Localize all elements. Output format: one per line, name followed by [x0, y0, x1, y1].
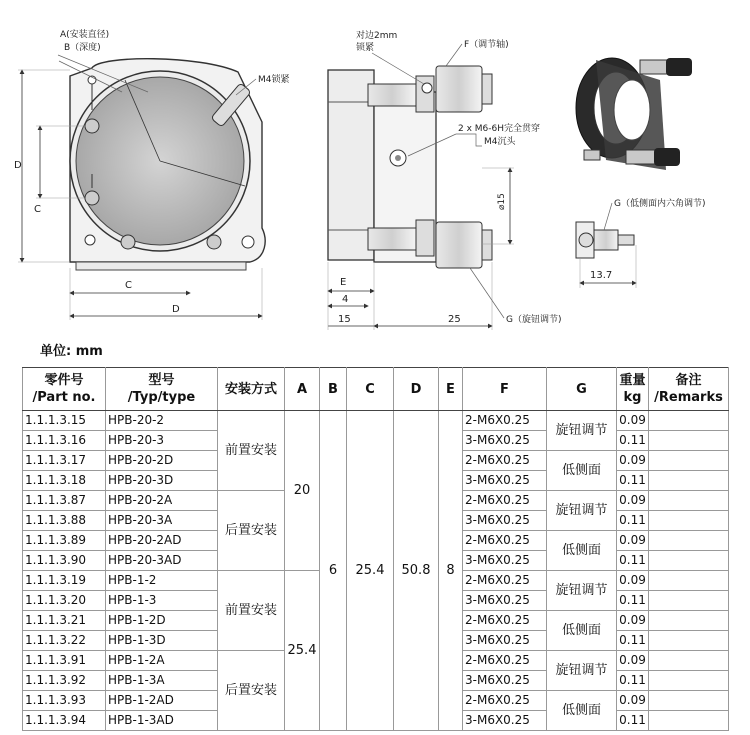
label-g-knob: G（旋钮调节)	[506, 315, 562, 325]
g-cell: 低侧面	[547, 691, 617, 731]
type-cell: HPB-20-3A	[106, 511, 218, 531]
header-cell	[320, 368, 347, 411]
part-no-cell: 1.1.1.3.17	[23, 451, 106, 471]
remarks-cell	[649, 511, 729, 531]
part-no-cell: 1.1.1.3.91	[23, 651, 106, 671]
g-cell: 旋钮调节	[547, 571, 617, 611]
header-line-1: 重量	[619, 373, 646, 388]
product-3d-view	[576, 58, 692, 170]
part-no-cell: 1.1.1.3.19	[23, 571, 106, 591]
remarks-cell	[649, 431, 729, 451]
e-cell: 8	[439, 411, 463, 731]
header-cell	[218, 368, 285, 411]
type-cell: HPB-1-2D	[106, 611, 218, 631]
part-no-cell: 1.1.1.3.21	[23, 611, 106, 631]
label-lock: 锁紧	[356, 43, 375, 53]
header-cell	[347, 368, 394, 411]
dim-c-vertical: C	[34, 204, 41, 215]
f-cell: 3-M6X0.25	[463, 551, 547, 571]
weight-cell: 0.09	[617, 531, 649, 551]
d-cell: 50.8	[394, 411, 439, 731]
header-line-1: 型号	[148, 373, 175, 388]
remarks-cell	[649, 411, 729, 431]
remarks-cell	[649, 531, 729, 551]
g-cell: 低侧面	[547, 531, 617, 571]
label-g-hex: G（低侧面内六角调节)	[614, 199, 706, 209]
a-cell: 20	[285, 411, 320, 571]
dim-d-vertical: D	[14, 160, 22, 171]
f-cell: 2-M6X0.25	[463, 611, 547, 631]
f-cell: 2-M6X0.25	[463, 411, 547, 431]
g-cell: 旋钮调节	[547, 411, 617, 451]
label-m6: 2 x M6-6H完全贯穿	[458, 124, 541, 134]
header-line-1: G	[576, 381, 587, 397]
f-cell: 2-M6X0.25	[463, 491, 547, 511]
header-cell	[547, 368, 617, 411]
f-cell: 3-M6X0.25	[463, 711, 547, 731]
a-cell: 25.4	[285, 571, 320, 731]
g-cell: 低侧面	[547, 611, 617, 651]
side-view	[328, 29, 562, 330]
remarks-cell	[649, 711, 729, 731]
unit-label: 单位: mm	[40, 344, 103, 359]
f-cell: 2-M6X0.25	[463, 451, 547, 471]
weight-cell: 0.11	[617, 631, 649, 651]
remarks-cell	[649, 551, 729, 571]
mount-cell: 后置安装	[218, 491, 285, 571]
type-cell: HPB-20-3D	[106, 471, 218, 491]
weight-cell: 0.11	[617, 591, 649, 611]
weight-cell: 0.11	[617, 511, 649, 531]
g-cell: 低侧面	[547, 451, 617, 491]
header-cell	[463, 368, 547, 411]
f-cell: 3-M6X0.25	[463, 591, 547, 611]
part-no-cell: 1.1.1.3.18	[23, 471, 106, 491]
type-cell: HPB-1-3AD	[106, 711, 218, 731]
header-cell	[106, 368, 218, 411]
dim-dia-15: ⌀15	[497, 193, 507, 210]
header-line-1: A	[296, 381, 308, 397]
header-cell	[285, 368, 320, 411]
remarks-cell	[649, 451, 729, 471]
front-view	[14, 28, 290, 320]
header-line-1: 安装方式	[224, 381, 277, 397]
part-no-cell: 1.1.1.3.90	[23, 551, 106, 571]
type-cell: HPB-1-2AD	[106, 691, 218, 711]
part-no-cell: 1.1.1.3.94	[23, 711, 106, 731]
table-row	[23, 411, 729, 431]
label-f: F（调节轴)	[464, 40, 509, 50]
g-cell: 旋钮调节	[547, 651, 617, 691]
part-no-cell: 1.1.1.3.20	[23, 591, 106, 611]
f-cell: 3-M6X0.25	[463, 671, 547, 691]
remarks-cell	[649, 691, 729, 711]
dim-25: 25	[448, 314, 461, 325]
weight-cell: 0.09	[617, 611, 649, 631]
part-no-cell: 1.1.1.3.22	[23, 631, 106, 651]
type-cell: HPB-1-3A	[106, 671, 218, 691]
header-line-1: 备注	[675, 373, 702, 388]
type-cell: HPB-1-3D	[106, 631, 218, 651]
header-line-1: 零件号	[44, 373, 84, 388]
detail-view	[576, 197, 706, 288]
part-no-cell: 1.1.1.3.92	[23, 671, 106, 691]
mount-cell: 后置安装	[218, 651, 285, 731]
weight-cell: 0.09	[617, 651, 649, 671]
dim-4: 4	[342, 294, 349, 305]
label-b: B（深度)	[64, 43, 101, 53]
type-cell: HPB-20-2A	[106, 491, 218, 511]
header-cell	[394, 368, 439, 411]
remarks-cell	[649, 591, 729, 611]
weight-cell: 0.09	[617, 491, 649, 511]
type-cell: HPB-1-2	[106, 571, 218, 591]
dim-15: 15	[338, 314, 351, 325]
dim-13-7: 13.7	[590, 270, 613, 281]
technical-drawings	[0, 0, 750, 335]
weight-cell: 0.11	[617, 671, 649, 691]
f-cell: 3-M6X0.25	[463, 431, 547, 451]
weight-cell: 0.09	[617, 691, 649, 711]
label-m4-sink: M4沉头	[484, 137, 516, 147]
type-cell: HPB-1-2A	[106, 651, 218, 671]
remarks-cell	[649, 631, 729, 651]
type-cell: HPB-20-2AD	[106, 531, 218, 551]
weight-cell: 0.09	[617, 411, 649, 431]
f-cell: 3-M6X0.25	[463, 511, 547, 531]
type-cell: HPB-1-3	[106, 591, 218, 611]
dim-c-horizontal: C	[125, 280, 132, 291]
header-line-2: /Part no.	[32, 390, 96, 405]
label-side-2mm: 对边2mm	[356, 31, 398, 41]
type-cell: HPB-20-2	[106, 411, 218, 431]
dim-d-horizontal: D	[172, 304, 180, 315]
header-cell	[617, 368, 649, 411]
g-cell: 旋钮调节	[547, 491, 617, 531]
remarks-cell	[649, 671, 729, 691]
part-no-cell: 1.1.1.3.15	[23, 411, 106, 431]
header-line-2: /Typ/type	[127, 390, 196, 405]
header-line-1: D	[410, 381, 422, 397]
weight-cell: 0.09	[617, 451, 649, 471]
part-no-cell: 1.1.1.3.93	[23, 691, 106, 711]
mount-cell: 前置安装	[218, 411, 285, 491]
f-cell: 2-M6X0.25	[463, 571, 547, 591]
header-line-1: E	[446, 381, 455, 397]
mount-cell: 前置安装	[218, 571, 285, 651]
header-line-2: kg	[623, 390, 642, 405]
header-line-1: B	[328, 381, 338, 397]
f-cell: 2-M6X0.25	[463, 531, 547, 551]
remarks-cell	[649, 611, 729, 631]
label-a: A(安装直径)	[60, 30, 110, 40]
remarks-cell	[649, 491, 729, 511]
weight-cell: 0.11	[617, 431, 649, 451]
remarks-cell	[649, 471, 729, 491]
weight-cell: 0.11	[617, 711, 649, 731]
header-line-1: F	[500, 381, 509, 397]
weight-cell: 0.09	[617, 571, 649, 591]
remarks-cell	[649, 571, 729, 591]
header-cell	[439, 368, 463, 411]
part-no-cell: 1.1.1.3.88	[23, 511, 106, 531]
f-cell: 3-M6X0.25	[463, 471, 547, 491]
spec-table	[22, 367, 729, 731]
b-cell: 6	[320, 411, 347, 731]
weight-cell: 0.11	[617, 471, 649, 491]
f-cell: 3-M6X0.25	[463, 631, 547, 651]
type-cell: HPB-20-2D	[106, 451, 218, 471]
c-cell: 25.4	[347, 411, 394, 731]
part-no-cell: 1.1.1.3.87	[23, 491, 106, 511]
label-m4: M4锁紧	[258, 75, 290, 85]
dim-e: E	[340, 277, 347, 288]
header-line-2: /Remarks	[654, 390, 723, 405]
header-cell	[23, 368, 106, 411]
f-cell: 2-M6X0.25	[463, 691, 547, 711]
type-cell: HPB-20-3	[106, 431, 218, 451]
type-cell: HPB-20-3AD	[106, 551, 218, 571]
part-no-cell: 1.1.1.3.89	[23, 531, 106, 551]
f-cell: 2-M6X0.25	[463, 651, 547, 671]
header-cell	[649, 368, 729, 411]
part-no-cell: 1.1.1.3.16	[23, 431, 106, 451]
header-line-1: C	[365, 381, 375, 397]
table-header-row	[23, 368, 729, 411]
weight-cell: 0.11	[617, 551, 649, 571]
remarks-cell	[649, 651, 729, 671]
